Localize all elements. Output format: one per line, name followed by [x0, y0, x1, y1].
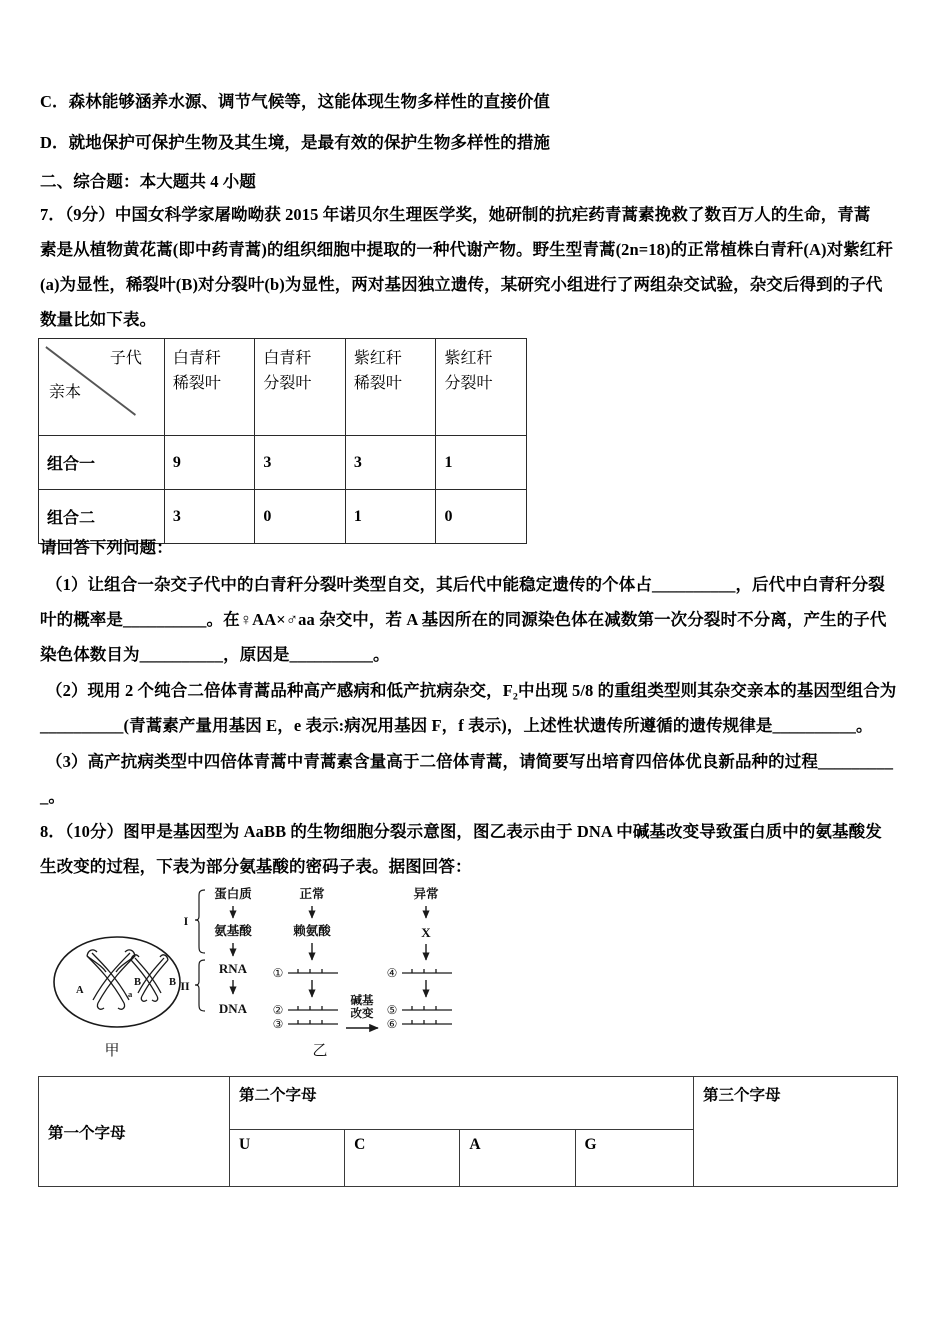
strand-number-5: ⑤: [386, 1003, 398, 1017]
question-7-line-4: 数量比如下表。: [40, 310, 157, 329]
question-7-sub-1a: （1）让组合一杂交子代中的白青秆分裂叶类型自交，其后代中能稳定遗传的个体占__________，后代中白青秆分裂: [46, 575, 885, 594]
base-header-a: A: [460, 1130, 575, 1187]
cell-figure: [54, 937, 180, 1027]
question-7-sub-1c: 染色体数目为__________，原因是__________。: [40, 645, 390, 664]
third-letter-header: 第三个字母: [694, 1077, 898, 1187]
base-change-line-2: 改变: [350, 1008, 374, 1020]
column-header-3-line2: 稀裂叶: [353, 374, 402, 392]
label-normal: 正常: [299, 887, 325, 901]
row-label-1: 组合一: [39, 436, 165, 490]
question-8-line-2: 生改变的过程，下表为部分氨基酸的密码子表。据图回答：: [40, 857, 472, 876]
question-7-sub-1b: 叶的概率是__________。在♀AA×♂aa 杂交中，若 A 基因所在的同源染色体在减数第一次分裂时不分离，产生的子代: [40, 610, 887, 629]
label-lysine: 赖氨酸: [293, 924, 331, 938]
chromosome-label-B1: B: [134, 977, 142, 988]
cell-r1c4: 1: [436, 436, 527, 490]
column-header-4-line2: 分裂叶: [444, 374, 493, 392]
header-parent-label: 亲本: [49, 384, 82, 401]
table-row: [39, 490, 527, 544]
column-header-2: [255, 339, 346, 436]
abnormal-pathway: [387, 886, 452, 1031]
cell-r2c4: 0: [436, 490, 527, 544]
bracket-label-II: II: [180, 979, 190, 993]
first-letter-header: 第一个字母: [39, 1077, 230, 1187]
chain-rna: RNA: [218, 961, 248, 976]
normal-pathway: [273, 886, 338, 1031]
cross-results-table: [38, 338, 527, 544]
cell-r1c3: 3: [345, 436, 436, 490]
codon-table: [38, 1076, 898, 1187]
table-header-row: [39, 1077, 898, 1130]
question-7-sub-3a: （3）高产抗病类型中四倍体青蒿中青蒿素含量高于二倍体青蒿，请简要写出培育四倍体优良新品种的过程_________: [46, 752, 894, 771]
column-header-1-line1: 白青秆: [172, 350, 221, 367]
chain-protein: 蛋白质: [214, 887, 252, 901]
chromosome-label-A: A: [76, 985, 84, 996]
cell-r1c2: 3: [255, 436, 346, 490]
option-d: D．就地保护可保护生物及其生境，是最有效的保护生物多样性的措施: [40, 133, 551, 152]
base-header-g: G: [575, 1130, 693, 1187]
header-offspring-label: 子代: [109, 350, 142, 367]
column-header-2-line1: 白青秆: [263, 350, 312, 367]
bracket-label-I: I: [183, 914, 189, 928]
column-header-4-line1: 紫红秆: [444, 350, 493, 367]
column-header-4: [436, 339, 527, 436]
diagram-svg: [40, 880, 480, 1070]
strand-number-4: ④: [386, 966, 398, 980]
question-7-sub-2a: （2）现用 2 个纯合二倍体青蒿品种高产感病和低产抗病杂交，F₂中出现 5/8 的重组类型则其杂交亲本的基因型组合为: [46, 681, 897, 700]
option-c: C．森林能够涵养水源、调节气候等，这能体现生物多样性的直接价值: [40, 92, 551, 111]
question-7-line-2: 素是从植物黄花蒿(即中药青蒿)的组织细胞中提取的一种代谢产物。野生型青蒿(2n=18)的正常植株白青秆(A)对紫红秆: [40, 240, 894, 259]
information-flow-chain: [180, 886, 252, 1016]
label-abnormal: 异常: [413, 887, 439, 901]
label-X: X: [421, 925, 431, 940]
cell-r2c3: 1: [345, 490, 436, 544]
diagonal-header-cell: [39, 339, 165, 436]
cell-r2c1: 3: [164, 490, 255, 544]
strand-number-2: ②: [272, 1003, 284, 1017]
table-row: [39, 436, 527, 490]
section-heading: 二、综合题：本大题共 4 小题: [40, 172, 256, 191]
table-header-row: [39, 339, 527, 436]
cell-r1c1: 9: [164, 436, 255, 490]
base-change-line-1: 碱基: [350, 995, 374, 1007]
cell-r2c2: 0: [255, 490, 346, 544]
question-7-line-3: (a)为显性，稀裂叶(B)对分裂叶(b)为显性，两对基因独立遗传，某研究小组进行了两组杂交试验，杂交后得到的子代: [40, 275, 883, 294]
caption-yi: 乙: [312, 1042, 328, 1059]
strand-number-1: ①: [272, 966, 284, 980]
strand-number-3: ③: [272, 1017, 284, 1031]
base-header-c: C: [345, 1130, 460, 1187]
column-header-3-line1: 紫红秆: [353, 350, 402, 367]
answer-prompt: 请回答下列问题：: [40, 538, 173, 557]
column-header-1-line2: 稀裂叶: [172, 374, 221, 392]
caption-jia: 甲: [104, 1042, 120, 1059]
question-7-sub-3b: _。: [40, 787, 65, 806]
base-header-u: U: [230, 1130, 345, 1187]
row-label-2: 组合二: [39, 490, 165, 544]
question-8-line-1: 8．（10分）图甲是基因型为 AaBB 的生物细胞分裂示意图，图乙表示由于 DNA 中碱基改变导致蛋白质中的氨基酸发: [40, 822, 882, 841]
second-letter-header: 第二个字母: [230, 1077, 694, 1130]
chromosome-label-a: a: [128, 989, 133, 999]
question-7-sub-2b: __________(青蒿素产量用基因 E，e 表示:病况用基因 F，f 表示)，上述性状遗传所遵循的遗传规律是__________。: [40, 716, 873, 735]
chromosome-label-B2: B: [169, 977, 177, 988]
column-header-3: [345, 339, 436, 436]
chain-dna: DNA: [218, 1001, 248, 1016]
chain-aminoacid: 氨基酸: [214, 924, 252, 938]
strand-number-6: ⑥: [386, 1017, 398, 1031]
column-header-2-line2: 分裂叶: [263, 374, 312, 392]
base-change-transition: [346, 993, 378, 1028]
biology-diagram: [40, 880, 480, 1070]
question-7-line-1: 7．（9分）中国女科学家屠呦呦获 2015 年诺贝尔生理医学奖，她研制的抗疟药青蒿素挽救了数百万人的生命，青蒿: [40, 205, 871, 224]
column-header-1: [164, 339, 255, 436]
